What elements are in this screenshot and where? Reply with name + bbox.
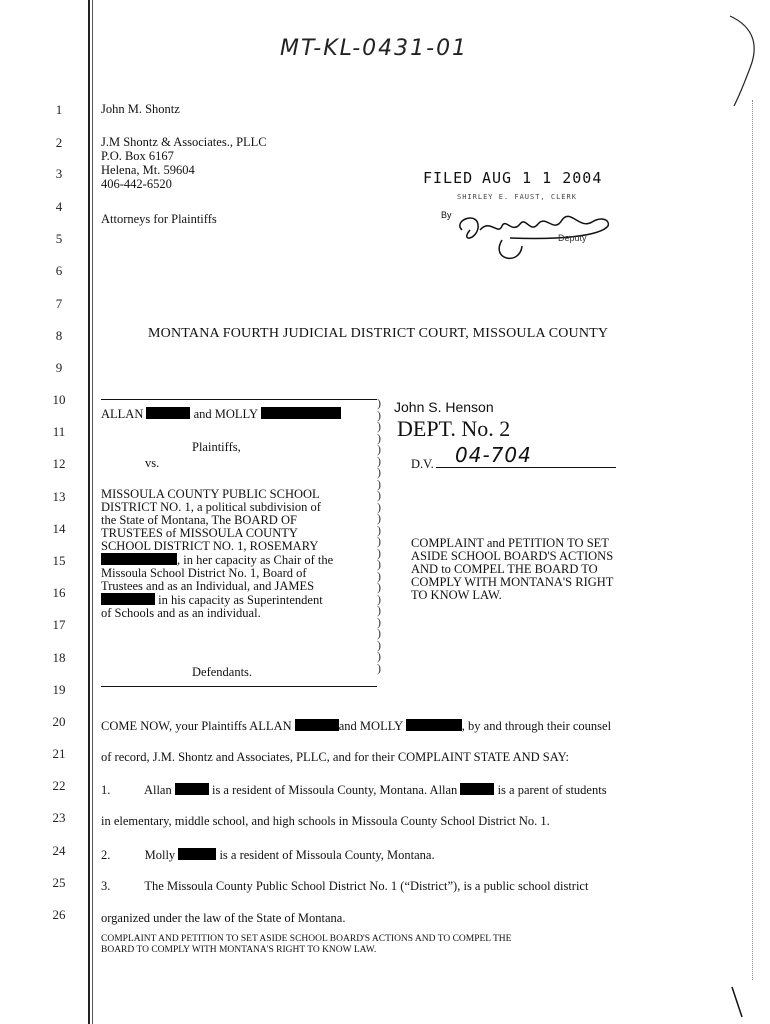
redaction-bar	[178, 848, 216, 860]
line-number: 17	[52, 617, 66, 632]
defendant-line: Missoula School District No. 1, Board of	[101, 566, 307, 580]
redaction-bar	[295, 719, 339, 731]
body-come-now: COME NOW, your Plaintiffs ALLAN	[101, 719, 292, 733]
body-line-20	[101, 719, 611, 733]
line-number: 15	[52, 553, 66, 568]
line-number: 3	[55, 166, 63, 181]
caption-vs: vs.	[145, 456, 160, 470]
body-and-molly: and MOLLY	[338, 719, 403, 733]
footer-line: BOARD TO COMPLY WITH MONTANA'S RIGHT TO KNOW LAW.	[101, 945, 377, 955]
body-line-25	[101, 880, 588, 893]
attorney-phone: 406-442-6520	[101, 177, 172, 191]
left-margin-rule	[88, 0, 90, 1024]
footer-caption	[101, 934, 511, 956]
line-number: 7	[55, 296, 63, 311]
line-number: 12	[52, 456, 66, 471]
filed-stamp-deputy: Deputy	[558, 233, 587, 243]
complaint-title-line: TO KNOW LAW.	[411, 588, 502, 602]
body-line-21: of record, J.M. Shontz and Associates, PLLC, and for their COMPLAINT STATE AND SAY:	[101, 750, 569, 764]
defendant-line: TRUSTEES of MISSOULA COUNTY	[101, 526, 298, 540]
footer-line: COMPLAINT AND PETITION TO SET ASIDE SCHOOL BOARD'S ACTIONS AND TO COMPEL THE	[101, 934, 512, 944]
rosemary-suffix: , in her capacity as Chair of the	[177, 553, 334, 567]
p2-molly: Molly	[144, 848, 176, 862]
line-number: 10	[52, 392, 66, 407]
line-number: 5	[55, 231, 63, 246]
line-number: 2	[55, 135, 63, 150]
filed-stamp-date: AUG 1 1 2004	[482, 169, 603, 187]
line-number: 18	[52, 650, 66, 665]
defendant-line: SCHOOL DISTRICT NO. 1, ROSEMARY	[101, 539, 319, 553]
line-number: 22	[52, 778, 66, 793]
line-number: 16	[52, 585, 66, 600]
line-number: 9	[55, 360, 63, 375]
redaction-bar	[261, 407, 341, 419]
dv-label: D.V.	[411, 457, 434, 471]
paragraph-number: 2.	[101, 848, 111, 862]
defendant-line: Trustees and as an Individual, and JAMES	[101, 579, 315, 593]
defendant-line	[101, 553, 333, 567]
defendant-line: MISSOULA COUNTY PUBLIC SCHOOL	[101, 487, 320, 501]
caption-top-rule	[101, 399, 377, 400]
defendant-line: the State of Montana, The BOARD OF	[101, 513, 297, 527]
caption-bottom-rule	[101, 686, 377, 687]
attorney-po-box: P.O. Box 6167	[101, 149, 174, 163]
complaint-title-line: COMPLY WITH MONTANA'S RIGHT	[411, 575, 614, 589]
p2-resident: is a resident of Missoula County, Montana.	[219, 848, 435, 862]
right-margin-dotted-rule	[752, 100, 753, 980]
body-line-26: organized under the law of the State of Montana.	[101, 911, 346, 925]
line-number: 19	[52, 682, 66, 697]
line-number: 6	[55, 263, 63, 278]
paragraph-number: 3.	[101, 879, 111, 893]
handwritten-case-number: MT-KL-0431-01	[280, 36, 469, 61]
caption-plaintiffs-label: Plaintiffs,	[192, 440, 241, 454]
defendant-line: DISTRICT NO. 1, a political subdivision of	[101, 500, 321, 514]
dept-number-stamp: DEPT. No. 2	[397, 416, 511, 441]
left-margin-rule-inner	[92, 0, 93, 1024]
clerk-signature	[450, 200, 620, 270]
plaintiff-and-molly: and MOLLY	[193, 407, 258, 421]
complaint-title-line: AND to COMPEL THE BOARD TO	[411, 562, 598, 576]
caption-parentheses: ) ) ) ) ) ) ) ) ) ) ) ) ) ) ) ) ) ) ) ) ) ) ) )	[377, 396, 381, 675]
caption-defendants-label: Defendants.	[192, 665, 253, 679]
attorney-name: John M. Shontz	[101, 102, 180, 116]
line-number: 1	[55, 102, 63, 117]
body-line-22	[101, 783, 607, 797]
p1-resident: is a resident of Missoula County, Montana. Allan	[211, 783, 458, 797]
line-number: 13	[52, 489, 66, 504]
caption-defendants-block	[101, 488, 333, 620]
line-number: 23	[52, 810, 66, 825]
body-line-23: in elementary, middle school, and high schools in Missoula County School District No. 1.	[101, 814, 550, 828]
paragraph-number: 1.	[101, 783, 111, 797]
filed-stamp-clerk: SHIRLEY E. FAUST, CLERK	[457, 193, 577, 201]
dv-underline	[436, 467, 616, 468]
p1-parent: is a parent of students	[497, 783, 607, 797]
line-number: 26	[52, 907, 66, 922]
line-number: 8	[55, 328, 63, 343]
judge-name-stamp: John S. Henson	[394, 399, 494, 415]
line-number: 24	[52, 843, 66, 858]
body-line-24	[101, 848, 435, 862]
complaint-title-line: ASIDE SCHOOL BOARD'S ACTIONS	[411, 549, 614, 563]
scan-mark-bottom-right	[728, 985, 748, 1019]
p1-allan: Allan	[143, 783, 172, 797]
court-title: MONTANA FOURTH JUDICIAL DISTRICT COURT, MISSOULA COUNTY	[148, 326, 609, 341]
redaction-bar	[146, 407, 190, 419]
p3-text: The Missoula County Public School District No. 1 (“District”), is a public school district	[144, 879, 589, 893]
line-number: 14	[52, 521, 66, 536]
line-number: 4	[55, 199, 63, 214]
attorney-firm: J.M Shontz & Associates., PLLC	[101, 135, 267, 149]
redaction-bar	[101, 553, 177, 565]
complaint-title-line: COMPLAINT and PETITION TO SET	[411, 536, 609, 550]
line-number: 11	[52, 424, 66, 439]
plaintiff-allan: ALLAN	[101, 407, 144, 421]
body-counsel: , by and through their counsel	[461, 719, 612, 733]
james-suffix: in his capacity as Superintendent	[158, 593, 323, 607]
defendant-line	[101, 593, 333, 607]
defendant-line: of Schools and as an individual.	[101, 606, 261, 620]
scan-mark-top-right	[726, 8, 766, 108]
dv-number-handwritten: 04-704	[455, 443, 532, 467]
attorney-city: Helena, Mt. 59604	[101, 163, 195, 177]
redaction-bar	[406, 719, 462, 731]
redaction-bar	[175, 783, 209, 795]
filed-stamp-by: By	[441, 210, 452, 220]
complaint-title	[411, 537, 613, 602]
line-number: 25	[52, 875, 66, 890]
redaction-bar	[101, 593, 155, 605]
caption-plaintiff-line	[101, 407, 341, 421]
line-number: 20	[52, 714, 66, 729]
filed-stamp-label: FILED	[423, 169, 474, 187]
attorney-role: Attorneys for Plaintiffs	[101, 212, 217, 226]
line-number: 21	[52, 746, 66, 761]
redaction-bar	[460, 783, 494, 795]
